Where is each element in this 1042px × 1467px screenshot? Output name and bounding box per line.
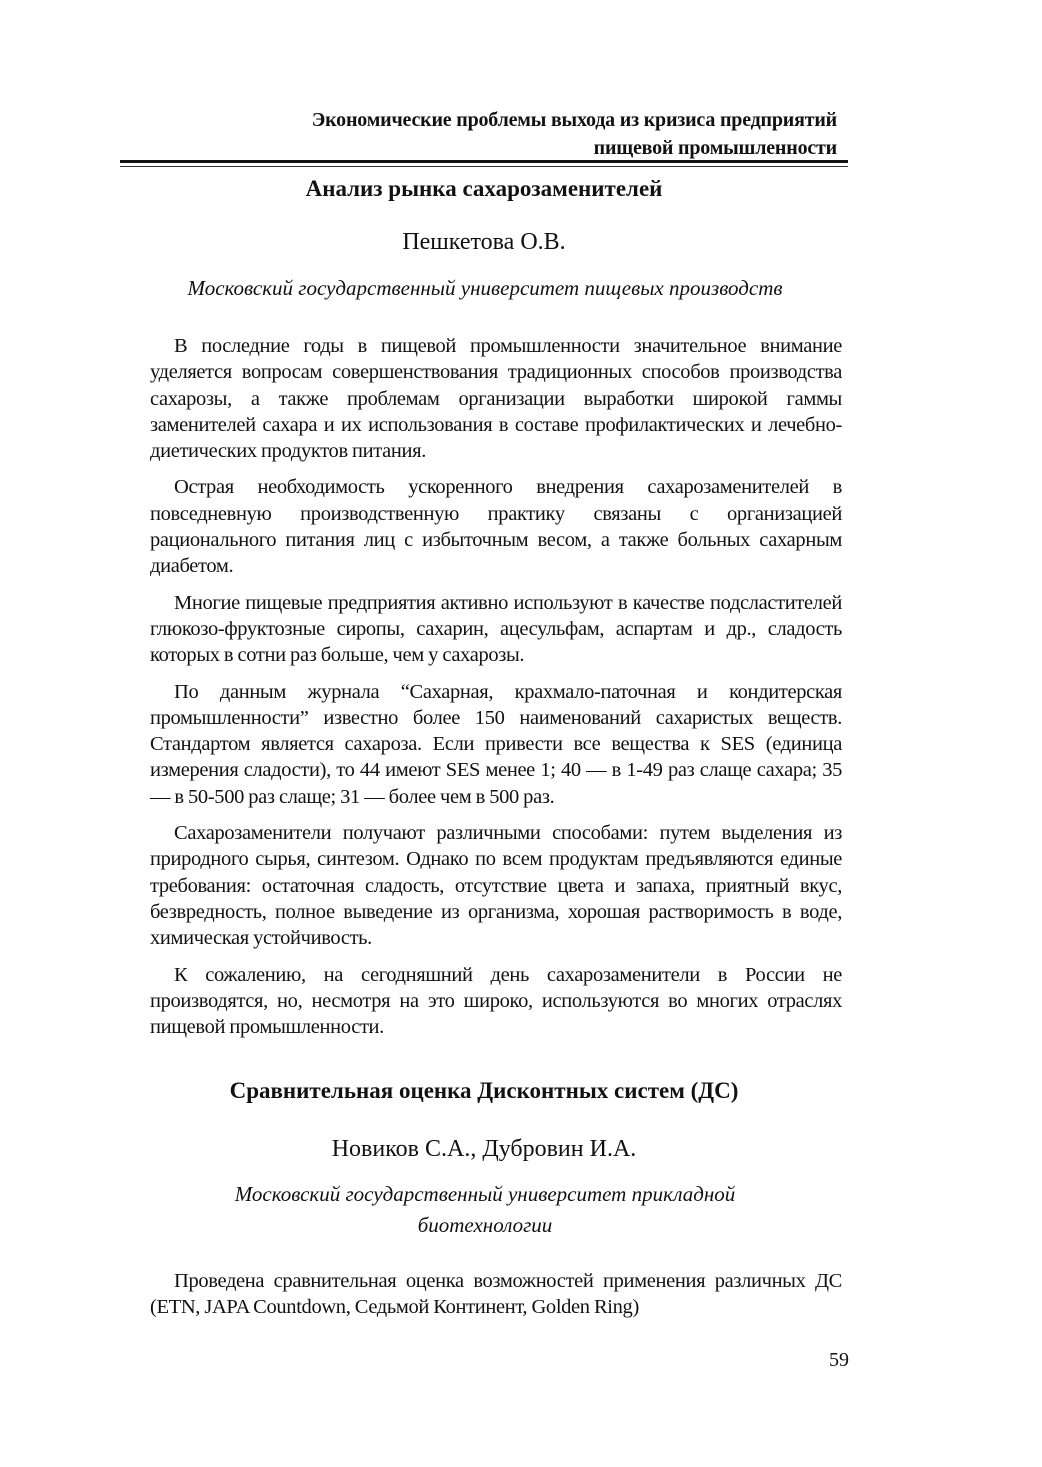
running-header [312,106,837,162]
article-1-author: Пешкетова О.В. [402,229,566,255]
article-1-title: Анализ рынка сахарозаменителей [305,176,663,201]
article-2-paragraph-1: Проведена сравнительная оценка возможностей применения различных ДС (ETN, JAPA Countdown, Седьмой Континент, Golden Ring) [150,1270,842,1319]
article-1-body [150,333,842,1050]
article-1-paragraph-1: В последние годы в пищевой промышленности значительное внимание уделяется вопросам совершенствования традиционных способов производства сахарозы, а также проблемам организации выработки широкой гаммы заменителей сахара и их использования в составе профилактических и лечебно-диетических продуктов питания. [150,335,842,463]
article-1-affiliation: Московский государственный университет пищевых производств [187,276,783,300]
header-rule [120,160,848,163]
article-1-paragraph-3: Многие пищевые предприятия активно используют в качестве подсластителей глюкозо-фруктозные сиропы, сахарин, ацесульфам, аспартам и др., сладость которых в сотни раз больше, чем у сахарозы. [150,591,842,667]
article-2-affiliation-line-1: Московский государственный университет прикладной [234,1182,736,1206]
article-1-paragraph-6: К сожалению, на сегодняшний день сахарозаменители в России не производятся, но, несмотря на это широко, используются во многих отраслях пищевой промышленности. [150,963,842,1039]
running-header-line-2: пищевой промышленности [593,137,837,159]
article-2-affiliation [140,1179,830,1241]
article-2-authors: Новиков С.А., Дубровин И.А. [331,1136,637,1162]
article-2-affiliation-line-2: биотехнологии [417,1213,553,1237]
article-2-body [150,1268,842,1331]
article-1-paragraph-5: Сахарозаменители получают различными способами: путем выделения из природного сырья, синтезом. Однако по всем продуктам предъявляются единые требования: остаточная сладость, отсутствие цвета и запаха, приятный вкус, безвредность, полное выведение из организма, хорошая растворимость в воде, химическая устойчивость. [150,822,842,950]
page-number: 59 [829,1349,849,1371]
running-header-line-1: Экономические проблемы выхода из кризиса предприятий [311,109,837,131]
article-1-paragraph-2: Острая необходимость ускоренного внедрения сахарозаменителей в повседневную производственную практику связаны с организацией рационального питания лиц с избыточным весом, а также больных сахарным диабетом. [150,476,842,578]
article-1-paragraph-4: По данным журнала “Сахарная, крахмало-паточная и кондитерская промышленности” известно более 150 наименований сахаристых веществ. Стандартом является сахароза. Если привести все вещества к SES (единица измерения сладости), то 44 имеют SES менее 1; 40 — в 1-49 раз слаще сахара; 35 — в 50-500 раз слаще; 31 — более чем в 500 раз. [150,680,842,808]
article-2-title: Сравнительная оценка Дисконтных систем (ДС) [229,1078,739,1103]
header-rule-thin [120,166,848,167]
